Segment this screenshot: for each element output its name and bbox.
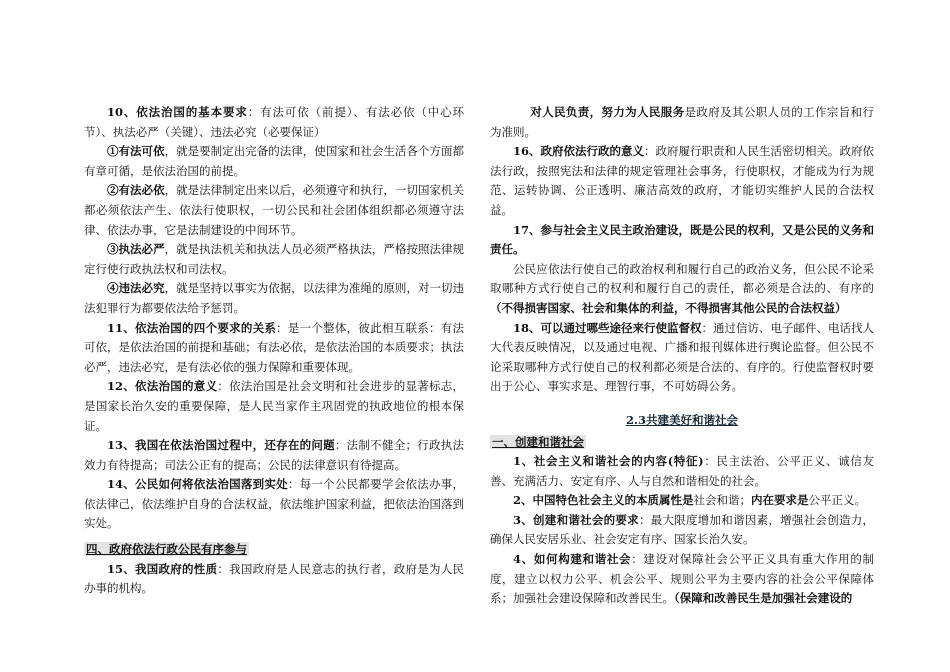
item-18: 18、可以通过哪些途径来行使监督权：通过信访、电子邮件、电话找人大代表反映情况，以及通过电视、广播和报刊媒体进行舆论监督。但公民不论采取哪种方式行使自己的权利都必须是合法的、有序的。行使监督权时要出于公心、事实求是、理智行事，不可妨碍公务。: [490, 320, 875, 394]
item-16: 16、政府依法行政的意义：政府履行职责和人民生活密切相关。政府依法行政，按照宪法和法律的规定管理社会事务，行使职权，才能成为行为规范、运转协调、公正透明、廉洁高效的政府，才能切实维护人民的合法权益。: [490, 144, 875, 217]
item-10: 10、依法治国的基本要求：有法可依（前提）、有法必依（中心环节）、执法必严（关键）、违法必究（必要保证）: [84, 105, 464, 139]
item-11: 11、依法治国的四个要求的关系：是一个整体，彼此相互联系：有法可依，是依法治国的前提和基础；有法必依，是依法治国的本质要求；执法必严，违法必究，是有法必依的强力保障和重要体现。: [84, 320, 464, 374]
section-heading-4: 四、政府依法行政公民有序参与: [86, 542, 247, 557]
right-column: [490, 103, 874, 609]
item-10-3: ③执法必严，就是执法机关和执法人员必须严格执法，严格按照法律规定行使行政执法权和司法权。: [84, 242, 465, 276]
item-q4: 4、如何构建和谐社会：建设对保障社会公平正义具有重大作用的制度，建立以权力公平、机会公平、规则公平为主要内容的社会公平保障体系；加强社会建设保障和改善民生。（保障和改善民生是加强社会建设的: [490, 552, 874, 606]
item-q1: 1、社会主义和谐社会的内容(特征)：民主法治、公平正义、诚信友善、充满活力、安定有序、人与自然和谐相处的社会。: [490, 454, 874, 488]
section-heading-1: 一、创建和谐社会: [492, 434, 584, 449]
item-13: 13、我国在依法治国过程中，还存在的问题：法制不健全；行政执法效力有待提高；司法公正有的提高；公民的法律意识有待提高。: [84, 438, 464, 472]
item-10-1: ①有法可依，就是要制定出完备的法律，使国家和社会生活各个方面都有章可循，是依法治国的前提。: [84, 144, 465, 178]
item-17-body: 公民应依法行使自己的政治权利和履行自己的政治义务，但公民不论采取哪种方式行使自己的权利和履行自己的责任，都必须是合法的、有序的（不得损害国家、社会和集体的利益，不得损害其他公民的合法权益）: [490, 261, 874, 315]
left-column: [84, 103, 464, 599]
chapter-title: 2.3共建美好和谐社会: [625, 412, 738, 427]
item-14: 14、公民如何将依法治国落到实处：每一个公民都要学会依法办事，依法律己，依法维护自身的合法权益，依法维护国家利益，把依法治国落到实处。: [84, 477, 464, 531]
item-12: 12、依法治国的意义：依法治国是社会文明和社会进步的显著标志，是国家长治久安的重要保障，是人民当家作主巩固党的执政地位的根本保证。: [84, 379, 464, 433]
item-q2: 2、中国特色社会主义的本质属性是社会和谐；内在要求是公平正义。: [513, 493, 866, 508]
item-15-continued: 对人民负责，努力为人民服务是政府及其公职人员的工作宗旨和行为准则。: [490, 105, 875, 139]
item-10-4: ④违法必究，就是坚持以事实为依据，以法律为准绳的原则，对一切违法犯罪行为都要依法给予惩罚。: [84, 281, 465, 315]
item-q3: 3、创建和谐社会的要求：最大限度增加和谐因素，增强社会创造力，确保人民安居乐业、社会安定有序、国家长治久安。: [490, 512, 874, 547]
item-17: 17、参与社会主义民主政治建设，既是公民的权利，又是公民的义务和责任。: [490, 222, 874, 257]
item-10-2: ②有法必依，就是法律制定出来以后，必须遵守和执行，一切国家机关都必须依法产生、依法行使职权，一切公民和社会团体组织都必须遵守法律、依法办事，它是法制建设的中间环节。: [84, 183, 465, 237]
item-15: 15、我国政府的性质：我国政府是人民意志的执行者，政府是为人民办事的机构。: [84, 561, 464, 596]
